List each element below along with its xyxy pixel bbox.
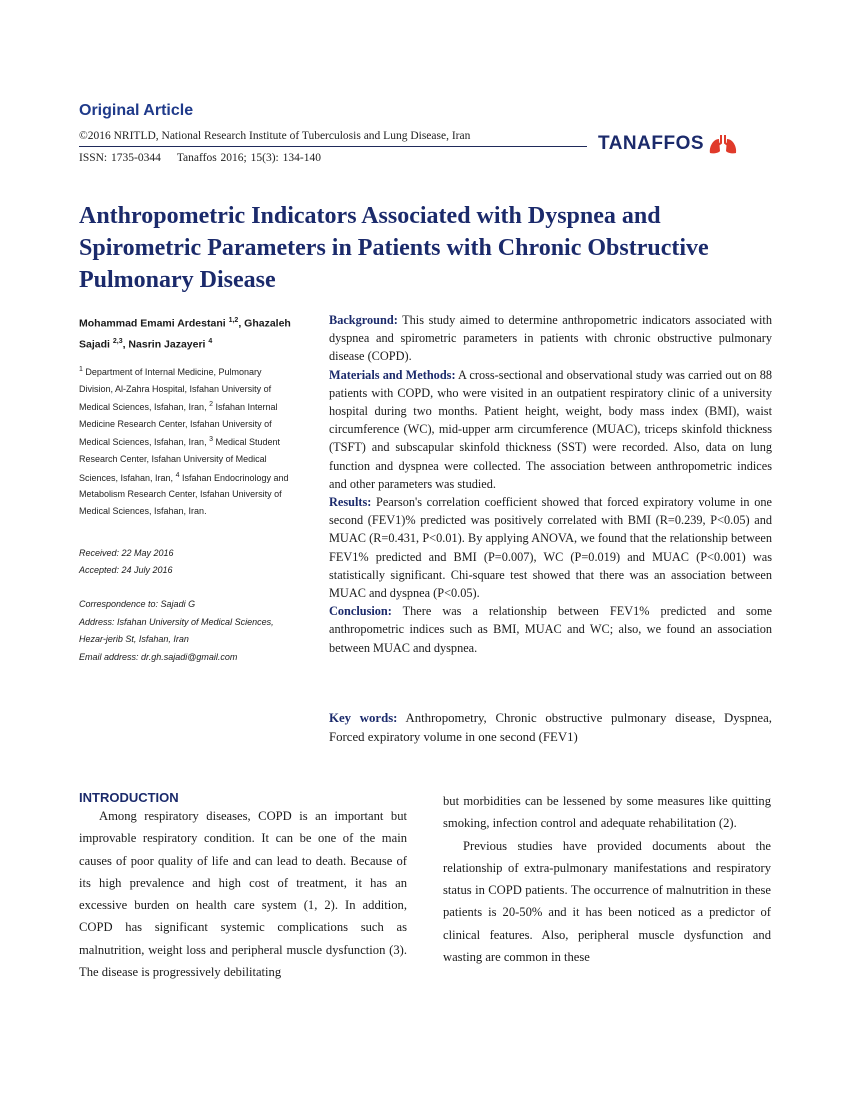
body-column-right [443, 790, 771, 968]
correspondence: Correspondence to: Sajadi G Address: Isfahan University of Medical Sciences, Hezar-jerib St, Isfahan, Iran Email address: dr.gh.sajadi@gmail.com [79, 596, 274, 666]
section-heading: INTRODUCTION [79, 790, 179, 805]
paragraph: Among respiratory diseases, COPD is an important but improvable respiratory condition. It can be one of the main causes of poor quality of life and can lead to death. Because of its high prevalence and high cost of treatment, it has an excessive burden on health care system (1, 2). In addition, COPD has significant systemic complications such as malnutrition, weight loss and peripheral muscle dysfunction (3). The disease is progressively debilitating [79, 809, 407, 980]
paper-title: Anthropometric Indicators Associated with Dyspnea and Spirometric Parameters in Patients with Chronic Obstructive Pulmonary Disease [79, 203, 709, 293]
authors: Mohammad Emami Ardestani $^{1,2}$, Ghazaleh Sajadi $^{2,3}$, Nasrin Jazayeri $^4$ [79, 317, 291, 350]
copyright: ©2016 NRITLD, National Research Institute of Tuberculosis and Lung Disease, Iran [79, 130, 471, 142]
keywords: Key words: Anthropometry, Chronic obstructive pulmonary disease, Dyspnea, Forced expiratory volume in one second (FEV1) [329, 711, 772, 744]
affiliations: $^1$ Department of Internal Medicine, Pulmonary Division, Al-Zahra Hospital, Isfahan University of Medical Sciences, Isfahan, Iran, $^2$ Isfahan Internal Medicine Research Center, Isfahan University of Medical Sciences, Isfahan, Iran, $^3$ Medical Student Research Center, Isfahan University of Medical Sciences, Isfahan, Iran, $^4$ Isfahan Endocrinology and Metabolism Research Center, Isfahan University of Medical Sciences, Isfahan, Iran. [79, 366, 289, 516]
accepted-date: Accepted: 24 July 2016 [79, 565, 173, 575]
received-date: Received: 22 May 2016 [79, 548, 174, 558]
journal-info [79, 152, 321, 164]
abstract: Background: This study aimed to determine anthropometric indicators associated with dyspnea and spirometric parameters in patients with chronic obstructive pulmonary disease (COPD). Materials and Methods: A cross-sectional and observational study was carried out on 88 patients with COPD, who were visited in an outpatient respiratory clinic of a university hospital during two months. Patient height, weight, body mass index (BMI), waist circumference (WC), mid-upper arm circumference (MUAC), triceps skinfold thickness (TSFT) and subscapular skinfold thickness (SST) were recorded. Also, data on lung function and dyspnea were collected. The association between anthropometric indices and other parameters was studied. Results: Pearson's correlation coefficient showed that forced expiratory volume in one second (FEV1)% predicted was positively correlated with BMI (R=0.239, P<0.05) and MUAC (R=0.431, P<0.01). By applying ANOVA, we found that the relationship between FEV1% predicted and BMI (P=0.007), WC (P=0.019) and MUAC (P<0.001) was statistically significant. Chi-square test showed that there was an association between MUAC and dyspnea (P<0.05). Conclusion: There was a relationship between FEV1% predicted and some anthropometric indices such as BMI, MUAC and WC; also, we found an association between MUAC and dyspnea. [329, 313, 773, 655]
paragraph: Previous studies have provided documents about the relationship of extra-pulmonary manifestations and respiratory status in COPD patients. The occurrence of malnutrition in these patients is 20-50% and it has been noticed as a predictor of clinical features. Also, peripheral muscle dysfunction and wasting are common in these [443, 838, 771, 965]
paragraph: but morbidities can be lessened by some measures like quitting smoking, infection control and adequate rehabilitation (2). [443, 794, 771, 831]
body-column-left [79, 790, 407, 983]
lungs-icon [708, 133, 738, 155]
email: Email address: dr.gh.sajadi@gmail.com [79, 651, 238, 662]
dates [79, 545, 174, 579]
citation: Tanaffos 2016; 15(3): 134-140 [176, 152, 321, 164]
article-type: Original Article [79, 102, 194, 119]
logo-text: TANAFFOS [598, 133, 705, 154]
issn: ISSN: 1735-0344 [79, 152, 161, 164]
journal-logo [598, 133, 738, 155]
header-rule [79, 146, 587, 147]
